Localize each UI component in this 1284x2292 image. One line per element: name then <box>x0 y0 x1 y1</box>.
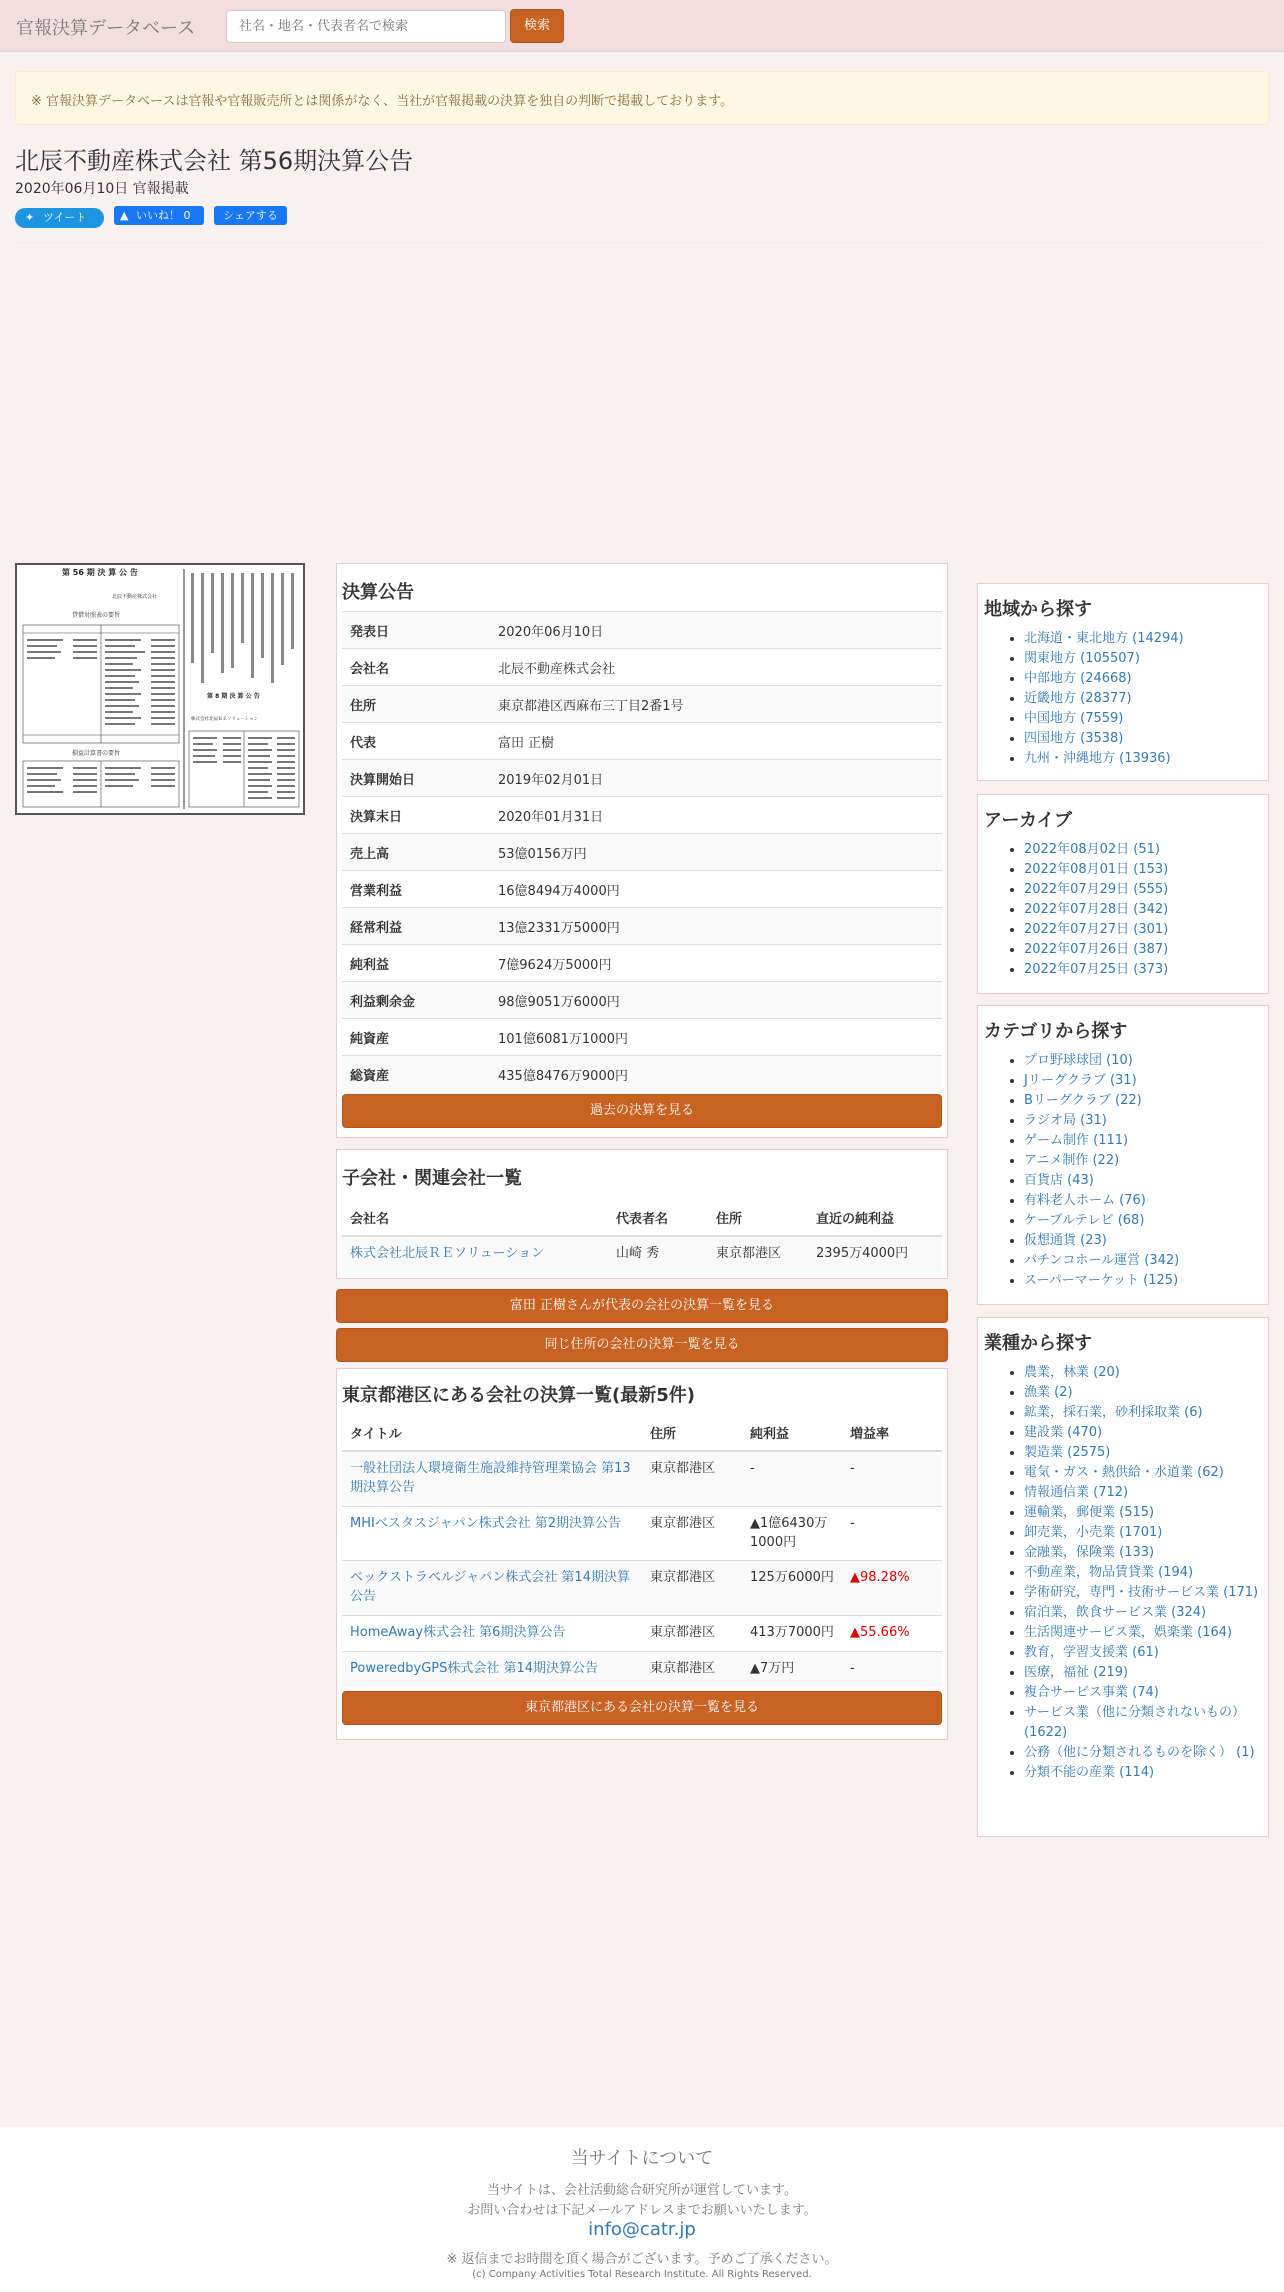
past-results-button[interactable]: 過去の決算を見る <box>342 1094 942 1128</box>
col-addr: 住所 <box>708 1200 808 1236</box>
list-item <box>1024 960 1263 980</box>
list-item <box>1024 1483 1263 1503</box>
kessan-row <box>342 612 942 649</box>
notice-thumbnail-drawing <box>17 565 303 813</box>
kessan-label: 経常利益 <box>350 920 403 936</box>
latest-profit: 125万6000円 <box>742 1561 842 1616</box>
share-button[interactable]: シェアする <box>214 206 287 225</box>
list-item <box>1024 1503 1263 1523</box>
kessan-value: 北辰不動産株式会社 <box>498 661 616 677</box>
tweet-label: ツイート <box>43 211 87 224</box>
industry-link[interactable]: 情報通信業 (712) <box>1024 1485 1129 1500</box>
latest-title-cell <box>342 1616 642 1652</box>
same-representative-button[interactable]: 富田 正樹さんが代表の会社の決算一覧を見る <box>336 1289 948 1323</box>
list-item <box>1024 1363 1263 1383</box>
page-title: 北辰不動産株式会社 第56期決算公告 <box>15 147 414 175</box>
archive-heading: アーカイブ <box>984 810 1073 831</box>
kessan-row <box>342 1056 942 1093</box>
region-panel <box>977 583 1269 781</box>
list-item <box>1024 729 1263 749</box>
archive-link[interactable]: 2022年07月26日 (387) <box>1024 942 1169 957</box>
industry-link[interactable]: サービス業（他に分類されないもの） (1622) <box>1024 1705 1246 1740</box>
kessan-row <box>342 797 942 834</box>
archive-panel <box>977 794 1269 994</box>
latest-heading: 東京都港区にある会社の決算一覧(最新5件) <box>342 1385 695 1406</box>
list-item <box>1024 1763 1263 1783</box>
list-item <box>1024 1563 1263 1583</box>
industry-link[interactable]: 運輸業，郵便業 (515) <box>1024 1505 1155 1520</box>
search-input[interactable] <box>226 10 506 43</box>
kessan-row <box>342 760 942 797</box>
latest-title-cell <box>342 1451 642 1506</box>
list-item <box>1024 1443 1263 1463</box>
subsidiary-rep: 山崎 秀 <box>608 1236 708 1272</box>
latest-profit: - <box>742 1451 842 1506</box>
kessan-label: 住所 <box>350 698 377 714</box>
industry-link[interactable]: 電気・ガス・熱供給・水道業 (62) <box>1024 1465 1224 1480</box>
category-link[interactable]: Bリーグクラブ (22) <box>1024 1093 1142 1108</box>
region-link[interactable]: 中国地方 (7559) <box>1024 711 1124 726</box>
list-item <box>1024 709 1263 729</box>
contact-email-link[interactable]: info@catr.jp <box>588 2219 696 2240</box>
latest-title-link[interactable]: 一般社団法人環境衛生施設維持管理業協会 第13期決算公告 <box>350 1461 631 1495</box>
category-link[interactable]: アニメ制作 (22) <box>1024 1153 1120 1168</box>
subsidiary-link[interactable]: 株式会社北辰ＲＥソリューション <box>350 1246 545 1261</box>
same-address-button[interactable]: 同じ住所の会社の決算一覧を見る <box>336 1328 948 1362</box>
tweet-button[interactable] <box>15 208 104 228</box>
kessan-row <box>342 723 942 760</box>
latest-rate: ▲98.28% <box>842 1561 942 1616</box>
kessan-label: 発表日 <box>350 624 390 640</box>
search-button[interactable]: 検索 <box>510 9 564 43</box>
latest-addr: 東京都港区 <box>642 1561 742 1616</box>
area-results-button[interactable]: 東京都港区にある会社の決算一覧を見る <box>342 1691 942 1725</box>
region-link[interactable]: 近畿地方 (28377) <box>1024 691 1132 706</box>
kessan-value: 435億8476万9000円 <box>498 1068 628 1084</box>
category-link[interactable]: Jリーグクラブ (31) <box>1024 1073 1137 1088</box>
kessan-value: 2020年06月10日 <box>498 624 604 640</box>
industry-link[interactable]: 生活関連サービス業，娯楽業 (164) <box>1024 1625 1233 1640</box>
list-item <box>1024 1091 1263 1111</box>
list-item <box>1024 1703 1263 1743</box>
category-link[interactable]: ラジオ局 (31) <box>1024 1113 1107 1128</box>
list-item <box>1024 1663 1263 1683</box>
list-item <box>1024 629 1263 649</box>
thumb-sub-company: 株式会社北辰ＲＥソリューション <box>191 717 259 722</box>
thumb-bs: 貸借対照表の要旨 <box>72 612 121 619</box>
kessan-label: 利益剰余金 <box>350 994 416 1010</box>
kessan-row <box>342 1019 942 1056</box>
publish-date: 2020年06月10日 官報掲載 <box>15 181 189 197</box>
list-item <box>1024 880 1263 900</box>
table-row <box>342 1506 942 1561</box>
latest-addr: 東京都港区 <box>642 1451 742 1506</box>
archive-link[interactable]: 2022年07月29日 (555) <box>1024 882 1169 897</box>
industry-link[interactable]: 学術研究，専門・技術サービス業 (171) <box>1024 1585 1259 1600</box>
kessan-value: 16億8494万4000円 <box>498 883 620 899</box>
list-item <box>1024 1523 1263 1543</box>
twitter-bird-icon: ✦ <box>25 211 35 224</box>
kessan-label: 純資産 <box>350 1031 390 1047</box>
industry-link[interactable]: 宿泊業，飲食サービス業 (324) <box>1024 1605 1207 1620</box>
category-link[interactable]: ケーブルテレビ (68) <box>1024 1213 1145 1228</box>
list-item <box>1024 1071 1263 1091</box>
subsidiary-addr: 東京都港区 <box>708 1236 808 1272</box>
latest-title-link[interactable]: PoweredbyGPS株式会社 第14期決算公告 <box>350 1660 599 1676</box>
industry-link[interactable]: 建設業 (470) <box>1024 1425 1103 1440</box>
table-row <box>342 1616 942 1652</box>
kessan-value: 101億6081万1000円 <box>498 1031 628 1047</box>
region-link[interactable]: 中部地方 (24668) <box>1024 671 1132 686</box>
subsidiary-profit: 2395万4000円 <box>808 1236 942 1272</box>
region-link[interactable]: 四国地方 (3538) <box>1024 731 1124 746</box>
kessan-label: 売上高 <box>350 846 390 862</box>
latest-title-link[interactable]: ベックストラベルジャパン株式会社 第14期決算公告 <box>350 1570 630 1605</box>
category-list <box>984 1051 1263 1291</box>
archive-link[interactable]: 2022年08月01日 (153) <box>1024 862 1169 877</box>
kessan-label: 決算末日 <box>350 809 403 825</box>
thumbs-up-icon: ▲ <box>120 209 129 222</box>
kessan-row <box>342 649 942 686</box>
col-rep: 代表者名 <box>608 1200 708 1236</box>
kessan-label: 純利益 <box>350 957 390 973</box>
kessan-table <box>342 611 942 1093</box>
category-link[interactable]: 仮想通貨 (23) <box>1024 1233 1107 1248</box>
category-link[interactable]: プロ野球球団 (10) <box>1024 1053 1133 1068</box>
list-item <box>1024 1463 1263 1483</box>
kessan-label: 営業利益 <box>350 883 403 899</box>
col-rate: 増益率 <box>842 1415 942 1451</box>
category-link[interactable]: 有料老人ホーム (76) <box>1024 1193 1146 1208</box>
table-row <box>342 1561 942 1616</box>
thumb-company: 北辰不動産株式会社 <box>112 594 158 600</box>
kessan-label: 総資産 <box>350 1068 390 1084</box>
list-item <box>1024 1603 1263 1623</box>
thumb-title: 第 56 期 決 算 公 告 <box>62 568 138 577</box>
subsidiaries-table <box>342 1200 942 1272</box>
category-link[interactable]: 百貨店 (43) <box>1024 1173 1094 1188</box>
navbar <box>0 0 1284 52</box>
col-profit: 純利益 <box>742 1415 842 1451</box>
like-label: いいね！ 0 <box>136 209 191 222</box>
industry-link[interactable]: 製造業 (2575) <box>1024 1445 1111 1460</box>
industry-link[interactable]: 教育，学習支援業 (61) <box>1024 1645 1159 1660</box>
list-item <box>1024 1051 1263 1071</box>
latest-title-link[interactable]: MHIベスタスジャパン株式会社 第2期決算公告 <box>350 1515 621 1531</box>
kessan-row <box>342 982 942 1019</box>
list-item <box>1024 1231 1263 1251</box>
latest-results-panel <box>336 1368 948 1740</box>
list-item <box>1024 1423 1263 1443</box>
copyright: (c) Company Activities Total Research Institute. All Rights Reserved. <box>472 2269 812 2280</box>
industry-link[interactable]: 分類不能の産業 (114) <box>1024 1765 1155 1780</box>
industry-link[interactable]: 複合サービス事業 (74) <box>1024 1685 1159 1700</box>
notice-thumbnail[interactable] <box>15 563 305 815</box>
kessan-row <box>342 834 942 871</box>
kessan-value: 2019年02月01日 <box>498 772 604 788</box>
category-heading: カテゴリから探す <box>984 1021 1128 1042</box>
kessan-label: 決算開始日 <box>350 772 416 788</box>
kessan-row <box>342 871 942 908</box>
kessan-value: 13億2331万5000円 <box>498 920 620 936</box>
kessan-value: 53億0156万円 <box>498 846 587 862</box>
list-item <box>1024 649 1263 669</box>
latest-title-link[interactable]: HomeAway株式会社 第6期決算公告 <box>350 1625 566 1641</box>
list-item <box>1024 1543 1263 1563</box>
region-heading: 地域から探す <box>984 599 1092 620</box>
footer <box>0 2127 1284 2292</box>
list-item <box>1024 1683 1263 1703</box>
table-row <box>342 1651 942 1686</box>
latest-table <box>342 1415 942 1687</box>
kessan-label: 代表 <box>350 735 377 751</box>
latest-addr: 東京都港区 <box>642 1651 742 1686</box>
category-panel <box>977 1005 1269 1305</box>
footer-title: 当サイトについて <box>570 2148 714 2169</box>
region-link[interactable]: 九州・沖縄地方 (13936) <box>1024 751 1171 766</box>
latest-rate: ▲55.66% <box>842 1616 942 1652</box>
thumb-sub-title: 第 8 期 決 算 公 告 <box>207 693 260 700</box>
list-item <box>1024 1191 1263 1211</box>
latest-title-cell <box>342 1561 642 1616</box>
industry-link[interactable]: 卸売業，小売業 (1701) <box>1024 1525 1163 1540</box>
industry-link[interactable]: 鉱業，採石業，砂利採取業 (6) <box>1024 1405 1203 1420</box>
latest-title-cell <box>342 1506 642 1561</box>
list-item <box>1024 920 1263 940</box>
divider <box>15 242 1269 243</box>
region-link[interactable]: 北海道・東北地方 (14294) <box>1024 631 1184 646</box>
archive-list <box>984 840 1263 980</box>
archive-link[interactable]: 2022年08月02日 (51) <box>1024 842 1160 857</box>
list-item <box>1024 1403 1263 1423</box>
list-item <box>1024 669 1263 689</box>
list-item <box>1024 860 1263 880</box>
region-link[interactable]: 関東地方 (105507) <box>1024 651 1140 666</box>
kessan-value: 東京都港区西麻布三丁目2番1号 <box>498 698 684 714</box>
site-brand[interactable]: 官報決算データベース <box>16 18 196 39</box>
list-item <box>1024 1131 1263 1151</box>
latest-profit: 413万7000円 <box>742 1616 842 1652</box>
industry-link[interactable]: 医療，福祉 (219) <box>1024 1665 1129 1680</box>
industry-link[interactable]: 金融業，保険業 (133) <box>1024 1545 1155 1560</box>
subsidiaries-heading: 子会社・関連会社一覧 <box>342 1168 522 1189</box>
table-row <box>342 1451 942 1506</box>
kessan-label: 会社名 <box>350 661 390 677</box>
kessan-value: 7億9624万5000円 <box>498 957 612 973</box>
list-item <box>1024 1623 1263 1643</box>
latest-addr: 東京都港区 <box>642 1616 742 1652</box>
list-item <box>1024 1111 1263 1131</box>
industry-list <box>984 1363 1263 1783</box>
industry-link[interactable]: 漁業 (2) <box>1024 1385 1073 1400</box>
list-item <box>1024 1211 1263 1231</box>
list-item <box>1024 900 1263 920</box>
category-link[interactable]: スーパーマーケット (125) <box>1024 1273 1179 1288</box>
latest-profit: ▲1億6430万1000円 <box>742 1506 842 1561</box>
col-profit: 直近の純利益 <box>808 1200 942 1236</box>
kessan-value: 富田 正樹 <box>498 735 555 751</box>
list-item <box>1024 689 1263 709</box>
latest-rate: - <box>842 1451 942 1506</box>
industry-link[interactable]: 公務（他に分類されるものを除く） (1) <box>1024 1745 1255 1760</box>
list-item <box>1024 1743 1263 1763</box>
like-button[interactable] <box>114 206 204 225</box>
list-item <box>1024 1583 1263 1603</box>
list-item <box>1024 1383 1263 1403</box>
col-addr: 住所 <box>642 1415 742 1451</box>
region-list <box>984 629 1263 769</box>
list-item <box>1024 940 1263 960</box>
kessan-row <box>342 908 942 945</box>
col-company: 会社名 <box>342 1200 608 1236</box>
latest-rate: - <box>842 1506 942 1561</box>
list-item <box>1024 1151 1263 1171</box>
footer-line-1: 当サイトは、会社活動総合研究所が運営しています。 <box>486 2183 798 2198</box>
kessan-heading: 決算公告 <box>342 582 414 603</box>
industry-link[interactable]: 不動産業，物品賃貸業 (194) <box>1024 1565 1194 1580</box>
kessan-value: 2020年01月31日 <box>498 809 604 825</box>
list-item <box>1024 1171 1263 1191</box>
latest-addr: 東京都港区 <box>642 1506 742 1561</box>
list-item <box>1024 840 1263 860</box>
latest-title-cell <box>342 1651 642 1686</box>
list-item <box>1024 749 1263 769</box>
kessan-panel <box>336 563 948 1138</box>
archive-link[interactable]: 2022年07月28日 (342) <box>1024 902 1169 917</box>
category-link[interactable]: ゲーム制作 (111) <box>1024 1133 1129 1148</box>
subsidiaries-panel <box>336 1149 948 1279</box>
kessan-row <box>342 945 942 982</box>
archive-link[interactable]: 2022年07月27日 (301) <box>1024 922 1169 937</box>
kessan-value: 98億9051万6000円 <box>498 994 620 1010</box>
latest-profit: ▲7万円 <box>742 1651 842 1686</box>
category-link[interactable]: パチンコホール運営 (342) <box>1024 1253 1180 1268</box>
disclaimer-notice: ※ 官報決算データベースは官報や官報販売所とは関係がなく、当社が官報掲載の決算を独自の判断で掲載しております。 <box>15 71 1269 125</box>
list-item <box>1024 1643 1263 1663</box>
industry-panel <box>977 1317 1269 1837</box>
latest-rate: - <box>842 1651 942 1686</box>
kessan-row <box>342 686 942 723</box>
list-item <box>1024 1251 1263 1271</box>
archive-link[interactable]: 2022年07月25日 (373) <box>1024 962 1169 977</box>
col-title: タイトル <box>342 1415 642 1451</box>
industry-heading: 業種から探す <box>984 1333 1092 1354</box>
industry-link[interactable]: 農業，林業 (20) <box>1024 1365 1120 1380</box>
thumb-pl: 損益計算書の要旨 <box>72 750 121 757</box>
footer-line-2: お問い合わせは下記メールアドレスまでお願いいたします。 <box>467 2203 817 2218</box>
table-row <box>342 1236 942 1272</box>
list-item <box>1024 1271 1263 1291</box>
footer-note: ※ 返信までお時間を頂く場合がございます。予めご了承ください。 <box>446 2252 838 2267</box>
